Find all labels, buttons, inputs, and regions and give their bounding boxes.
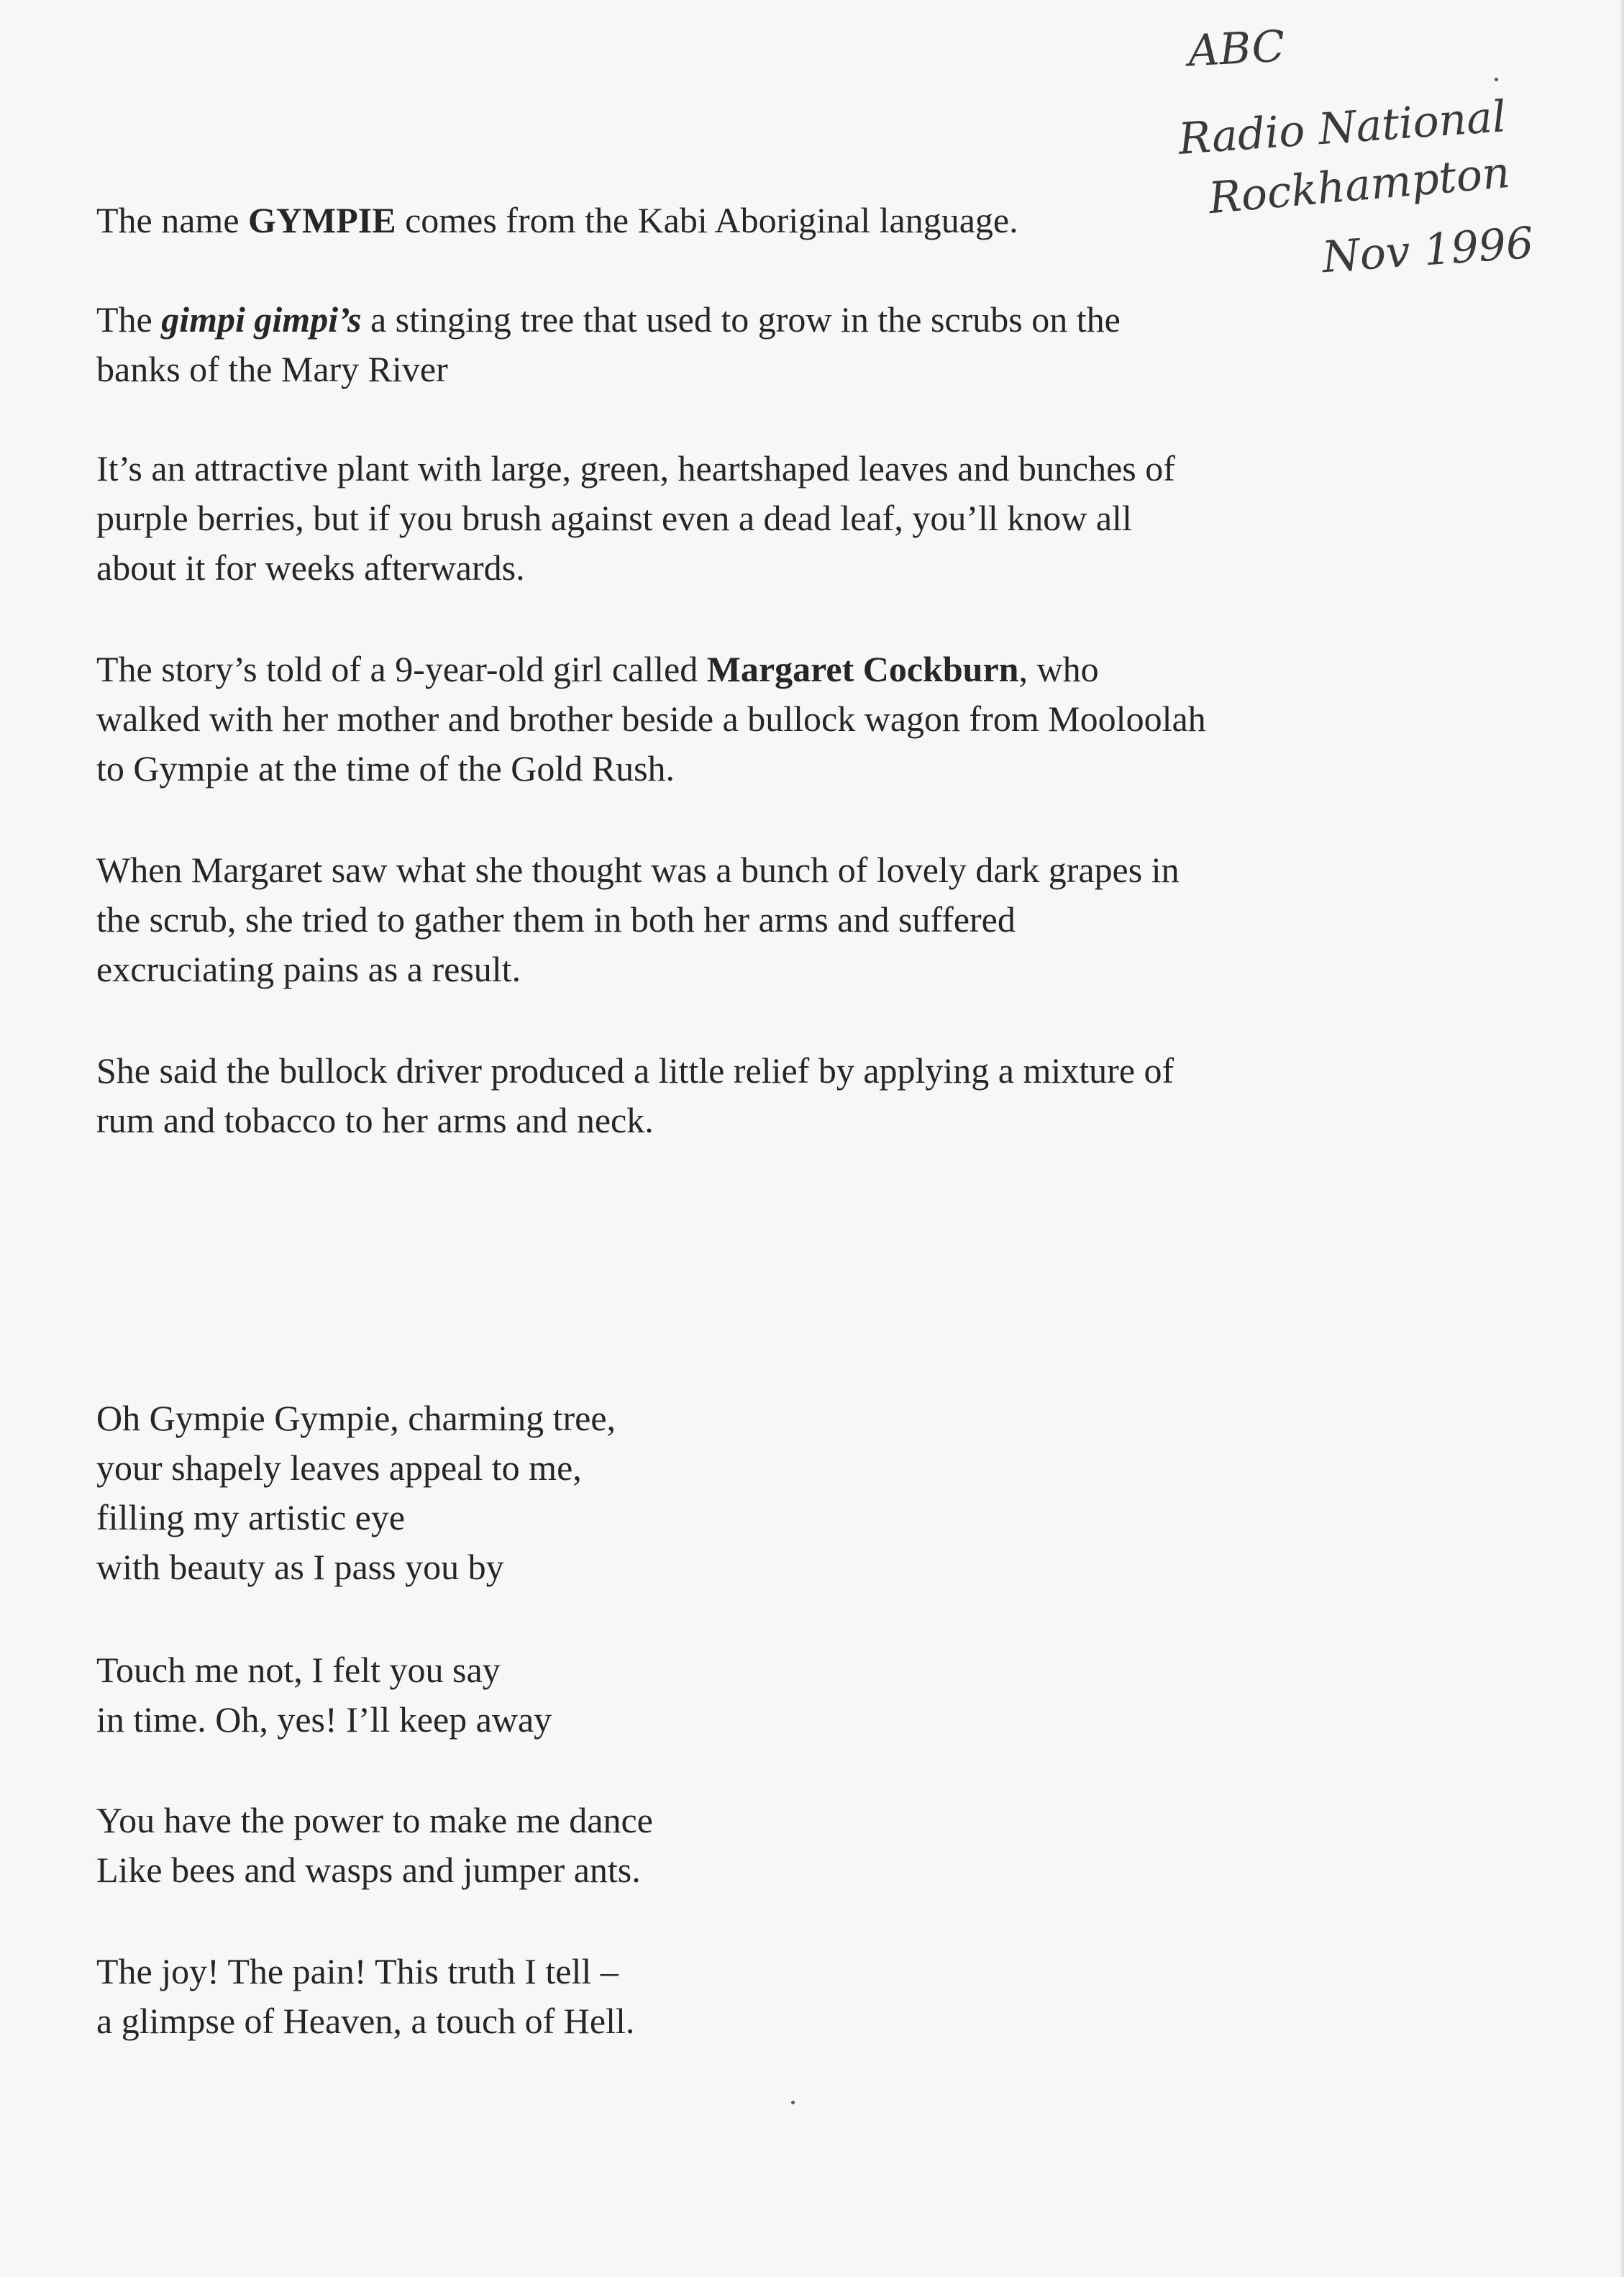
scan-speck: [1495, 78, 1498, 81]
text-line: banks of the Mary River: [96, 349, 448, 389]
bold-name-margaret: Margaret Cockburn: [706, 649, 1019, 689]
poem-stanza-3: [96, 1796, 653, 1895]
paragraph-margaret-story: [96, 645, 1206, 794]
text-line: excruciating pains as a result.: [96, 949, 521, 989]
poem-line: filling my artistic eye: [96, 1497, 406, 1537]
poem-line: Oh Gympie Gympie, charming tree,: [96, 1398, 616, 1438]
text-run: The story’s told of a 9-year-old girl called: [96, 649, 707, 689]
poem-line: with beauty as I pass you by: [96, 1547, 504, 1587]
text-line: [96, 645, 1206, 694]
poem-stanza-1: [96, 1394, 616, 1592]
paragraph-plant-description: [96, 444, 1175, 593]
poem-stanza-4: [96, 1947, 634, 2046]
poem-line: Touch me not, I felt you say: [96, 1650, 501, 1690]
paragraph-relief: [96, 1046, 1174, 1145]
text-line: [96, 196, 1018, 245]
text-line: When Margaret saw what she thought was a bunch of lovely dark grapes in: [96, 850, 1180, 890]
text-line: She said the bullock driver produced a little relief by applying a mixture of: [96, 1050, 1174, 1091]
text-line: It’s an attractive plant with large, green, heartshaped leaves and bunches of: [96, 448, 1175, 488]
paragraph-stinging-tree: [96, 295, 1121, 394]
bold-term-gympie: GYMPIE: [248, 200, 396, 240]
handwritten-note-station: Radio National: [1177, 91, 1508, 165]
handwritten-note-city: Rockhampton: [1206, 147, 1513, 224]
text-line: the scrub, she tried to gather them in both her arms and suffered: [96, 899, 1016, 940]
text-run: a stinging tree that used to grow in the scrubs on the: [361, 299, 1121, 340]
text-run: , who: [1018, 649, 1099, 689]
text-line: to Gympie at the time of the Gold Rush.: [96, 748, 675, 788]
poem-stanza-2: [96, 1645, 552, 1745]
poem-line: in time. Oh, yes! I’ll keep away: [96, 1699, 552, 1740]
text-line: purple berries, but if you brush against even a dead leaf, you’ll know all: [96, 498, 1132, 538]
poem-line: a glimpse of Heaven, a touch of Hell.: [96, 2001, 635, 2041]
text-run: The name: [96, 200, 249, 240]
text-run: The: [96, 299, 162, 340]
scan-speck: [791, 2101, 795, 2104]
poem-line: The joy! The pain! This truth I tell –: [96, 1951, 619, 1991]
text-line: walked with her mother and brother beside a bullock wagon from Mooloolah: [96, 699, 1206, 739]
poem-line: You have the power to make me dance: [96, 1800, 653, 1840]
bold-italic-term-gimpi: gimpi gimpi’s: [161, 299, 362, 340]
handwritten-note-date: Nov 1996: [1320, 217, 1536, 283]
text-line: [96, 295, 1121, 345]
text-line: rum and tobacco to her arms and neck.: [96, 1100, 654, 1140]
poem-line: Like bees and wasps and jumper ants.: [96, 1850, 641, 1890]
text-run: comes from the Kabi Aboriginal language.: [396, 200, 1018, 240]
paragraph-name-origin: [96, 196, 1018, 245]
poem-line: your shapely leaves appeal to me,: [96, 1447, 582, 1488]
page-edge-shadow: [1620, 0, 1624, 2277]
text-line: about it for weeks afterwards.: [96, 547, 525, 588]
handwritten-note-abc: ABC: [1187, 21, 1287, 77]
paragraph-grapes: [96, 845, 1180, 994]
